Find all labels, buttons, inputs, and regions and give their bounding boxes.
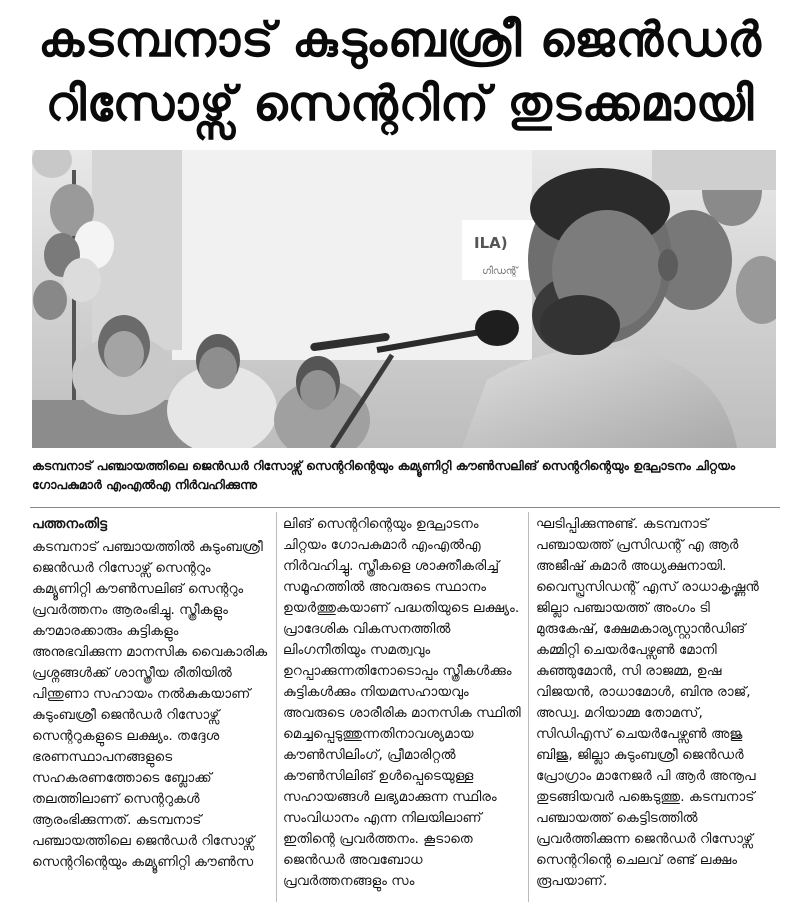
headline	[0, 0, 800, 146]
event-photo-illustration	[32, 150, 776, 448]
article-text-col3: ഘടിപ്പിക്കുന്നുണ്ട്. കടമ്പനാട് പഞ്ചായത്ത് പ്രസിഡന്റ് എ ആർ അജീഷ് കുമാർ അധ്യക്ഷനായി. വൈസ്പ്രസിഡന്റ് എസ് രാധാകൃഷ്ണൻ ജില്ലാ പഞ്ചായത്ത് അംഗം ടി മുരുകേഷ്, ക്ഷേമകാര്യസ്റ്റാൻഡിങ് കമ്മിറ്റി ചെയർപേഴ്സൺ മോനി കുഞ്ഞുമോൻ, സി രാജമ്മ, ഉഷ വിജയൻ, രാധാമോൾ, ബിനു രാജ്, അഡ്വ. മറിയാമ്മ തോമസ്, സിഡിഎസ് ചെയർപേഴ്സൺ അജു ബിജു, ജില്ലാ കുടുംബശ്രീ ജെൻഡർ പ്രോഗ്രാം മാനേജർ പി ആർ അനൂപ തുടങ്ങിയവർ പങ്കെടുത്തു. കടമ്പനാട് പഞ്ചായത്ത് കെട്ടിടത്തിൽ പ്രവർത്തിക്കുന്ന ജെൻഡർ റിസോഴ്സ് സെന്ററിന്റെ ചെലവ് രണ്ട് ലക്ഷം രൂപയാണ്.	[536, 516, 759, 889]
news-photo	[32, 150, 776, 448]
photo-caption: കടമ്പനാട് പഞ്ചായത്തിലെ ജെൻഡർ റിസോഴ്സ് സെന്ററിന്റെയും കമ്യൂണിറ്റി കൗൺസലിങ് സെന്ററിന്റെയും ഉദ്ഘാടനം ചിറ്റയം ഗോപകുമാർ എംഎൽഎ നിർവഹിക്കുന്നു	[32, 458, 736, 492]
article-text-col1: കടമ്പനാട് പഞ്ചായത്തിൽ കുടുംബശ്രീ ജെൻഡർ റിസോഴ്സ് സെന്ററും കമ്യൂണിറ്റി കൗൺസലിങ് സെന്ററും പ്രവർത്തനം ആരംഭിച്ചു. സ്ത്രീകളും കൗമാരക്കാരും കുട്ടികളും അനുഭവിക്കുന്ന മാനസിക വൈകാരിക പ്രശ്നങ്ങൾക്ക് ശാസ്ത്രീയ രീതിയിൽ പിന്തുണാ സഹായം നൽകുകയാണ് കുടുംബശ്രീ ജെൻഡർ റിസോഴ്സ് സെന്ററുകളുടെ ലക്ഷ്യം. തദ്ദേശ ഭരണസ്ഥാപനങ്ങളുടെ സഹകരണത്തോടെ ബ്ലോക്ക് തലത്തിലാണ് സെന്ററുകൾ ആരംഭിക്കുന്നത്. കടമ്പനാട് പഞ്ചായത്തിലെ ജെൻഡർ റിസോഴ്സ് സെന്ററിന്റെയും കമ്യൂണിറ്റി കൗൺസ	[32, 539, 268, 870]
banner-sign-text: ഗിഡന്റ്	[482, 266, 518, 277]
article-text-col2: ലിങ് സെന്ററിന്റെയും ഉദ്ഘാടനം ചിറ്റയം ഗോപകുമാർ എംഎൽഎ നിർവഹിച്ചു. സ്ത്രീകളെ ശാക്തീകരിച്ച് സമൂഹത്തിൽ അവരുടെ സ്ഥാനം ഉയർത്തുകയാണ് പദ്ധതിയുടെ ലക്ഷ്യം. പ്രാദേശിക വികസനത്തിൽ ലിംഗനീതിയും സമത്വവും ഉറപ്പാക്കുന്നതിനോടൊപ്പം സ്ത്രീകൾക്കും കുട്ടികൾക്കും നിയമസഹായവും അവരുടെ ശാരീരിക മാനസിക സ്ഥിതി മെച്ചപ്പെടുത്തുന്നതിനാവശ്യമായ കൗൺസിലിംഗ്, പ്രീമാരിറ്റൽ കൗൺസിലിങ് ഉൾപ്പെടെയുള്ള സഹായങ്ങൾ ലഭ്യമാക്കുന്ന സ്ഥിരം സംവിധാനം എന്ന നിലയിലാണ് ഇതിന്റെ പ്രവർത്തനം. കൂടാതെ ജെൻഡർ അവബോധ പ്രവർത്തനങ്ങളും സം	[283, 516, 521, 889]
caption-divider	[30, 507, 780, 508]
column-divider-2	[528, 512, 529, 902]
article-column-1	[32, 514, 270, 873]
headline-line-2: റിസോഴ്സ് സെന്ററിന് തുടക്കമായി	[45, 76, 755, 132]
dateline: പത്തനംതിട്ട	[32, 516, 108, 532]
article-column-2	[283, 514, 521, 892]
headline-line-1: കടമ്പനാട് കുടുംബശ്രീ ജെൻഡർ	[38, 12, 762, 68]
column-divider-1	[276, 512, 277, 902]
article-column-3	[536, 514, 774, 892]
banner-text: ILA)	[474, 234, 508, 252]
